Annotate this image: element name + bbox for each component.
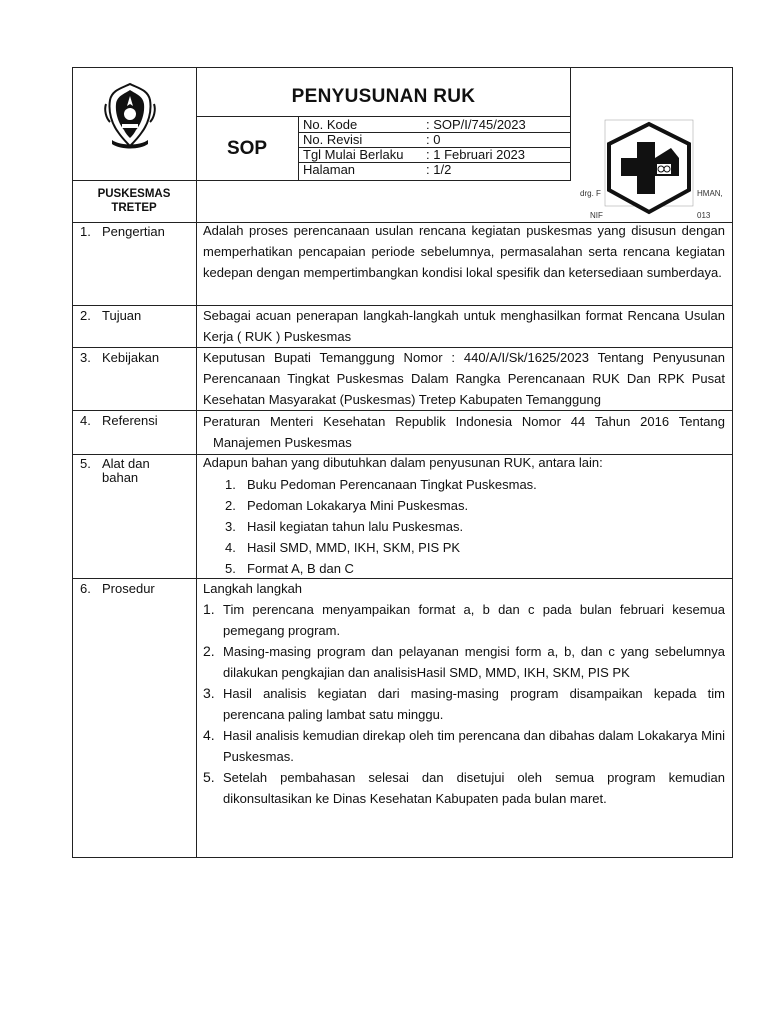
alat-list (203, 474, 725, 579)
referensi-line-2: Manajemen Puskesmas (213, 435, 352, 450)
row-label-referensi: Referensi (102, 413, 158, 428)
field-label-no-revisi: No. Revisi (303, 132, 363, 147)
alat-item: 1. Buku Pedoman Perencanaan Tingkat Puskesmas. (203, 474, 725, 495)
row-label-tujuan: Tujuan (102, 308, 142, 323)
prosedur-step: 4. Hasil analisis kemudian direkap oleh tim perencana dan dibahas dalam Lokakarya Mini Puskesmas. (203, 725, 725, 767)
prosedur-step: 3. Hasil analisis kegiatan dari masing-masing program disampaikan kepada tim perencana paling lambat satu minggu. (203, 683, 725, 725)
alat-intro: Adapun bahan yang dibutuhkan dalam penyusunan RUK, antara lain: (203, 455, 603, 470)
prosedur-step-text: Hasil analisis kegiatan dari masing-masing program disampaikan kepada tim perencana paling lambat satu minggu. (223, 686, 725, 722)
prosedur-step: 2. Masing-masing program dan pelayanan mengisi form a, b, dan c yang sebelumnya dilakukan pengkajian dan analisisHasil SMD, MMD, IKH, SKM, PIS PK (203, 641, 725, 683)
alat-item: 2. Pedoman Lokakarya Mini Puskesmas. (203, 495, 725, 516)
row-number-3: 3. (80, 350, 91, 365)
field-value-no-revisi: : 0 (426, 132, 441, 147)
org-name: PUSKESMAS TRETEP (97, 188, 171, 214)
prosedur-intro: Langkah langkah (203, 581, 303, 596)
kebijakan-text: Keputusan Bupati Temanggung Nomor : 440/A/I/Sk/1625/2023 Tentang Penyusunan Perencanaan Tingkat Puskesmas Dalam Rangka Perencanaan RUK Dan RPK Pusat Kesehatan Masyarakat (Puskesmas) Tretep Kabupaten Temanggung (203, 350, 725, 407)
row-label-kebijakan: Kebijakan (102, 350, 160, 365)
alat-item-text: Pedoman Lokakarya Mini Puskesmas. (247, 498, 469, 513)
referensi-line-1: Peraturan Menteri Kesehatan Republik Indonesia Nomor 44 Tahun 2016 Tentang (203, 414, 725, 429)
alat-item-text: Format A, B dan C (247, 561, 354, 576)
field-label-halaman: Halaman (303, 162, 356, 177)
row-label-bahan: bahan (102, 470, 139, 485)
row-number-4: 4. (80, 413, 91, 428)
row-number-2: 2. (80, 308, 91, 323)
field-value-halaman: : 1/2 (426, 162, 452, 177)
regency-emblem-icon (102, 80, 158, 152)
field-value-tgl-mulai: : 1 Februari 2023 (426, 147, 526, 162)
alat-item: 4. Hasil SMD, MMD, IKH, SKM, PIS PK (203, 537, 725, 558)
row-number-5: 5. (80, 456, 91, 471)
prosedur-step: 1. Tim perencana menyampaikan format a, b dan c pada bulan februari kesemua pemegang program. (203, 599, 725, 641)
alat-item: 5. Format A, B dan C (203, 558, 725, 579)
alat-item-text: Hasil kegiatan tahun lalu Puskesmas. (247, 519, 464, 534)
prosedur-step-text: Hasil analisis kemudian direkap oleh tim perencana dan dibahas dalam Lokakarya Mini Puskesmas. (223, 728, 725, 764)
field-label-tgl-mulai: Tgl Mulai Berlaku (303, 147, 404, 162)
puskesmas-logo-icon (603, 118, 695, 216)
prosedur-steps (203, 599, 725, 809)
alat-item-text: Hasil SMD, MMD, IKH, SKM, PIS PK (247, 540, 461, 555)
tujuan-text: Sebagai acuan penerapan langkah-langkah untuk menghasilkan format Rencana Usulan Kerja ( RUK ) Puskesmas (203, 308, 725, 344)
signature-nip-tail: 013 (697, 211, 711, 220)
sop-label: SOP (226, 138, 268, 159)
signature-name-tail: HMAN, (697, 189, 723, 198)
field-label-no-kode: No. Kode (303, 117, 358, 132)
row-label-pengertian: Pengertian (102, 224, 165, 239)
row-label-prosedur: Prosedur (102, 581, 155, 596)
prosedur-step-text: Setelah pembahasan selesai dan disetujui oleh semua program kemudian dikonsultasikan ke Dinas Kesehatan Kabupaten pada bulan maret. (223, 770, 725, 806)
signature-name: drg. F (580, 189, 601, 198)
prosedur-step: 5. Setelah pembahasan selesai dan disetujui oleh semua program kemudian dikonsultasikan ke Dinas Kesehatan Kabupaten pada bulan maret. (203, 767, 725, 809)
signature-nip: NIF (590, 211, 603, 220)
prosedur-step-text: Tim perencana menyampaikan format a, b dan c pada bulan februari kesemua pemegang program. (223, 602, 725, 638)
prosedur-step-text: Masing-masing program dan pelayanan mengisi form a, b, dan c yang sebelumnya dilakukan pengkajian dan analisisHasil SMD, MMD, IKH, SKM, PIS PK (223, 644, 725, 680)
row-label-alat: Alat dan (102, 456, 150, 471)
alat-item: 3. Hasil kegiatan tahun lalu Puskesmas. (203, 516, 725, 537)
alat-item-text: Buku Pedoman Perencanaan Tingkat Puskesmas. (247, 477, 537, 492)
field-value-no-kode: : SOP/I/745/2023 (426, 117, 526, 132)
pengertian-text: Adalah proses perencanaan usulan rencana kegiatan puskesmas yang disusun dengan memperhatikan pencapaian periode sebelumnya, permasalahan serta rencana kegiatan kedepan dengan mempertimbangkan kondisi lokal spesifik dan ketersediaan sumberdaya. (203, 223, 725, 280)
document-title: PENYUSUNAN RUK (291, 86, 476, 107)
row-number-1: 1. (80, 224, 91, 239)
row-number-6: 6. (80, 581, 91, 596)
